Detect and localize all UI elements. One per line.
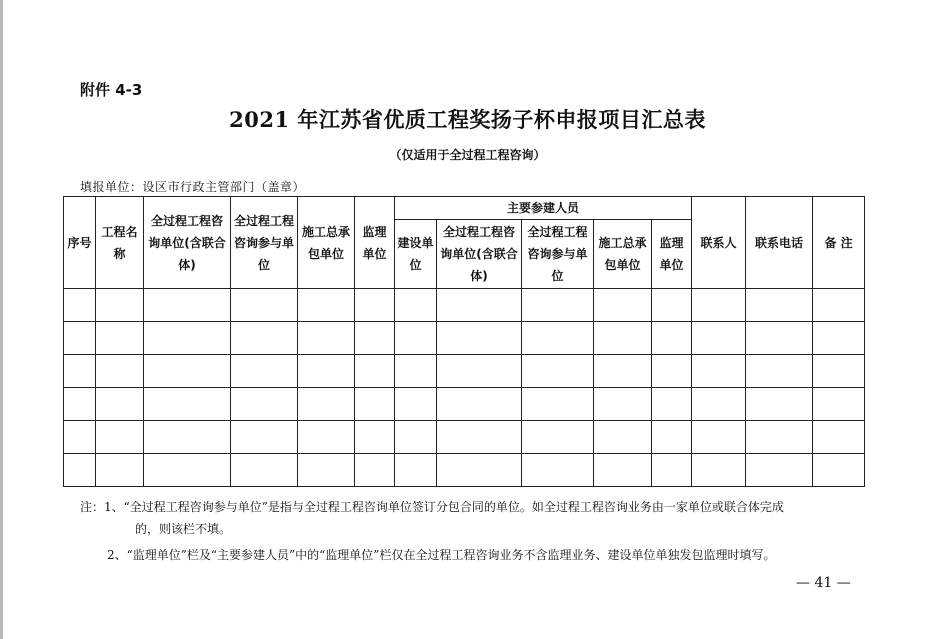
table-cell[interactable] xyxy=(64,355,96,388)
table-cell[interactable] xyxy=(355,421,395,454)
table-cell[interactable] xyxy=(298,454,355,487)
table-cell[interactable] xyxy=(813,388,865,421)
table-cell[interactable] xyxy=(144,355,231,388)
subheader-general-contractor: 施工总承包单位 xyxy=(594,220,652,289)
header-consult-unit: 全过程工程咨询单位(含联合体) xyxy=(144,197,231,289)
table-row xyxy=(64,454,865,487)
table-cell[interactable] xyxy=(64,421,96,454)
table-cell[interactable] xyxy=(231,421,298,454)
table-cell[interactable] xyxy=(298,289,355,322)
table-cell[interactable] xyxy=(144,322,231,355)
subheader-build-unit: 建设单位 xyxy=(395,220,437,289)
page-subtitle: （仅适用于全过程工程咨询） xyxy=(389,148,546,162)
table-cell[interactable] xyxy=(395,322,437,355)
table-cell[interactable] xyxy=(813,454,865,487)
table-cell[interactable] xyxy=(355,355,395,388)
table-cell[interactable] xyxy=(355,388,395,421)
table-cell[interactable] xyxy=(437,454,522,487)
table-row xyxy=(64,421,865,454)
table-cell[interactable] xyxy=(652,388,692,421)
table-cell[interactable] xyxy=(437,421,522,454)
table-cell[interactable] xyxy=(96,322,144,355)
table-row xyxy=(64,355,865,388)
table-cell[interactable] xyxy=(813,355,865,388)
table-row xyxy=(64,289,865,322)
page-title: 2021 年江苏省优质工程奖扬子杯申报项目汇总表 xyxy=(229,107,706,132)
table-cell[interactable] xyxy=(437,322,522,355)
table-cell[interactable] xyxy=(746,355,813,388)
table-cell[interactable] xyxy=(522,289,594,322)
header-supervision: 监理单位 xyxy=(355,197,395,289)
page-number: — 41 — xyxy=(796,575,851,591)
table-cell[interactable] xyxy=(652,454,692,487)
table-cell[interactable] xyxy=(144,421,231,454)
table-cell[interactable] xyxy=(355,289,395,322)
table-cell[interactable] xyxy=(652,421,692,454)
table-cell[interactable] xyxy=(522,355,594,388)
table-cell[interactable] xyxy=(298,355,355,388)
table-cell[interactable] xyxy=(746,388,813,421)
table-cell[interactable] xyxy=(594,454,652,487)
page-edge xyxy=(0,0,3,639)
table-cell[interactable] xyxy=(144,289,231,322)
table-cell[interactable] xyxy=(437,289,522,322)
table-cell[interactable] xyxy=(231,289,298,322)
table-cell[interactable] xyxy=(652,289,692,322)
table-cell[interactable] xyxy=(522,454,594,487)
attachment-label: 附件 4-3 xyxy=(80,81,143,99)
table-cell[interactable] xyxy=(96,454,144,487)
table-cell[interactable] xyxy=(437,388,522,421)
table-cell[interactable] xyxy=(594,355,652,388)
table-cell[interactable] xyxy=(64,388,96,421)
header-consult-participant: 全过程工程咨询参与单位 xyxy=(231,197,298,289)
table-cell[interactable] xyxy=(652,322,692,355)
table-cell[interactable] xyxy=(746,289,813,322)
table-cell[interactable] xyxy=(813,421,865,454)
table-cell[interactable] xyxy=(594,388,652,421)
table-cell[interactable] xyxy=(395,454,437,487)
subheader-supervision: 监理单位 xyxy=(652,220,692,289)
table-cell[interactable] xyxy=(692,454,746,487)
table-cell[interactable] xyxy=(355,322,395,355)
table-cell[interactable] xyxy=(692,289,746,322)
header-seq: 序号 xyxy=(64,197,96,289)
table-cell[interactable] xyxy=(652,355,692,388)
table-cell[interactable] xyxy=(64,454,96,487)
table-cell[interactable] xyxy=(355,454,395,487)
table-cell[interactable] xyxy=(692,355,746,388)
table-cell[interactable] xyxy=(395,388,437,421)
header-main-participants: 主要参建人员 xyxy=(395,197,692,220)
header-general-contractor: 施工总承包单位 xyxy=(298,197,355,289)
table-cell[interactable] xyxy=(231,388,298,421)
table-cell[interactable] xyxy=(298,388,355,421)
table-cell[interactable] xyxy=(144,454,231,487)
table-cell[interactable] xyxy=(692,421,746,454)
table-cell[interactable] xyxy=(746,421,813,454)
table-cell[interactable] xyxy=(692,388,746,421)
table-cell[interactable] xyxy=(231,355,298,388)
table-cell[interactable] xyxy=(144,388,231,421)
table-cell[interactable] xyxy=(96,388,144,421)
table-cell[interactable] xyxy=(395,421,437,454)
fill-unit-label: 填报单位：设区市行政主管部门（盖章） xyxy=(80,180,306,194)
table-cell[interactable] xyxy=(231,322,298,355)
table-header-row xyxy=(64,197,865,220)
header-project-name: 工程名称 xyxy=(96,197,144,289)
table-cell[interactable] xyxy=(522,421,594,454)
notes-section xyxy=(80,496,880,566)
note-1-line-1: 注：1、“全过程工程咨询参与单位”是指与全过程工程咨询单位签订分包合同的单位。如全过程工程咨询业务由一家单位或联合体完成 xyxy=(80,500,784,514)
header-remarks: 备 注 xyxy=(813,197,865,289)
table-row xyxy=(64,388,865,421)
table-cell[interactable] xyxy=(395,355,437,388)
table-cell[interactable] xyxy=(522,322,594,355)
note-2: 2、“监理单位”栏及“主要参建人员”中的“监理单位”栏仅在全过程工程咨询业务不含监理业务、建设单位单独发包监理时填写。 xyxy=(107,548,776,562)
table-cell[interactable] xyxy=(594,322,652,355)
table-cell[interactable] xyxy=(298,322,355,355)
subheader-consult-unit: 全过程工程咨询单位(含联合体) xyxy=(437,220,522,289)
table-cell[interactable] xyxy=(813,322,865,355)
table-cell[interactable] xyxy=(437,355,522,388)
header-contact: 联系人 xyxy=(692,197,746,289)
table-cell[interactable] xyxy=(64,322,96,355)
table-cell[interactable] xyxy=(746,322,813,355)
table-cell[interactable] xyxy=(298,421,355,454)
note-1-line-2: 的，则该栏不填。 xyxy=(135,522,232,536)
table-cell[interactable] xyxy=(813,289,865,322)
table-cell[interactable] xyxy=(96,421,144,454)
table-cell[interactable] xyxy=(64,289,96,322)
table-cell[interactable] xyxy=(746,454,813,487)
table-cell[interactable] xyxy=(231,454,298,487)
table-cell[interactable] xyxy=(594,289,652,322)
table-cell[interactable] xyxy=(692,322,746,355)
table-cell[interactable] xyxy=(96,289,144,322)
header-phone: 联系电话 xyxy=(746,197,813,289)
table-row xyxy=(64,322,865,355)
subheader-consult-participant: 全过程工程咨询参与单位 xyxy=(522,220,594,289)
table-cell[interactable] xyxy=(522,388,594,421)
table-cell[interactable] xyxy=(594,421,652,454)
summary-table xyxy=(63,196,865,487)
table-cell[interactable] xyxy=(395,289,437,322)
table-cell[interactable] xyxy=(96,355,144,388)
